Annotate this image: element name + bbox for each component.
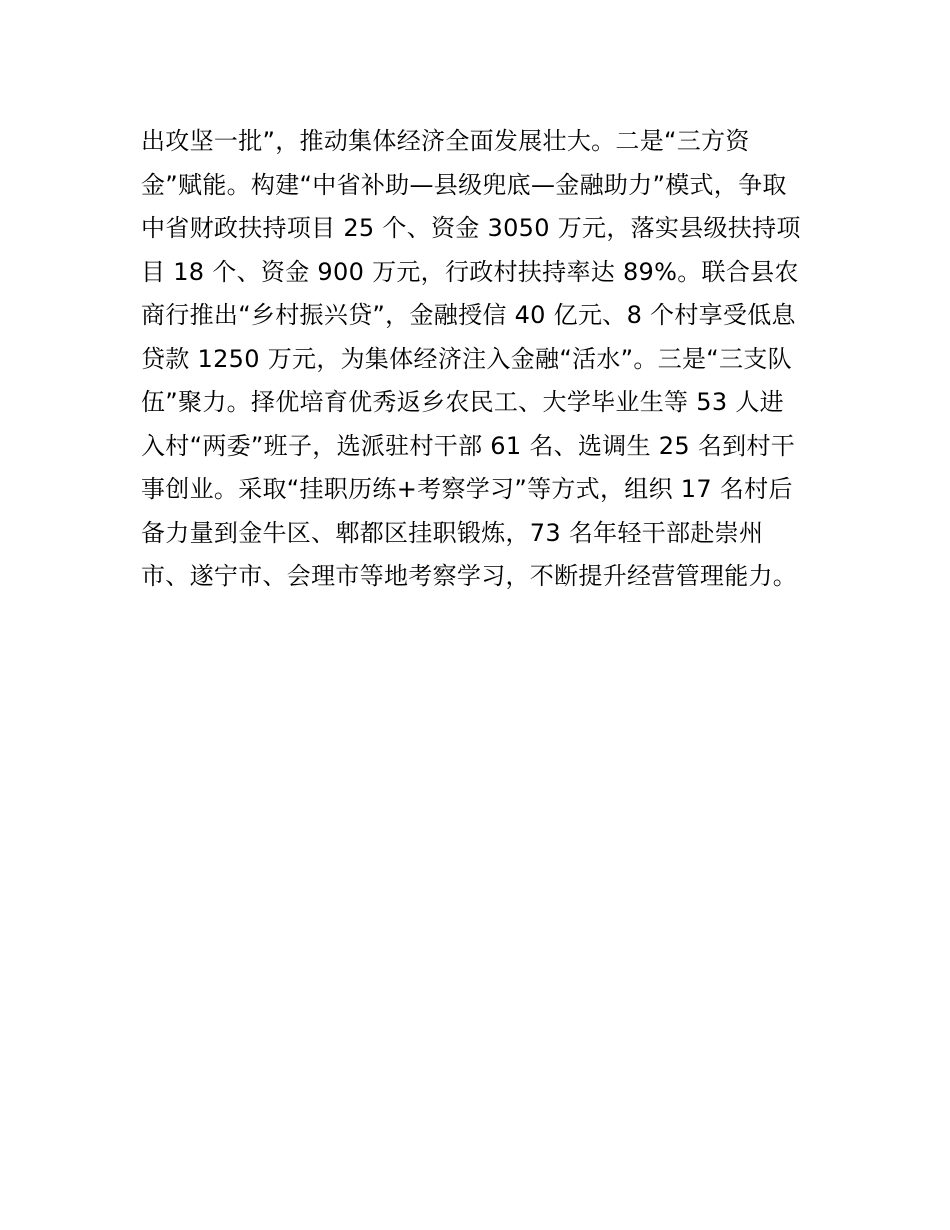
text-line: 备力量到金牛区、郫都区挂职锻炼，73 名年轻干部赴崇州 [141,518,764,547]
text-line: 入村“两委”班子，选派驻村干部 61 名、选调生 25 名到村干 [141,431,796,460]
text-line: 伍”聚力。择优培育优秀返乡农民工、大学毕业生等 53 人进 [141,388,784,416]
text-line: 市、遂宁市、会理市等地考察学习，不断提升经营管理能力。 [141,562,798,590]
text-line: 金”赋能。构建“中省补助—县级兜底—金融助力”模式，争取 [141,170,787,199]
text-line: 目 18 个、资金 900 万元，行政村扶持率达 89%。联合县农 [141,257,799,286]
text-line: 出攻坚一批”，推动集体经济全面发展壮大。二是“三方资 [141,127,750,155]
body-paragraph [141,120,821,599]
text-line: 商行推出“乡村振兴贷”，金融授信 40 亿元、8 个村享受低息 [141,301,796,329]
text-line: 事创业。采取“挂职历练+考察学习”等方式，组织 17 名村后 [141,475,793,503]
text-line: 中省财政扶持项目 25 个、资金 3050 万元，落实县级扶持项 [141,214,801,242]
text-line: 贷款 1250 万元，为集体经济注入金融“活水”。三是“三支队 [141,344,792,373]
